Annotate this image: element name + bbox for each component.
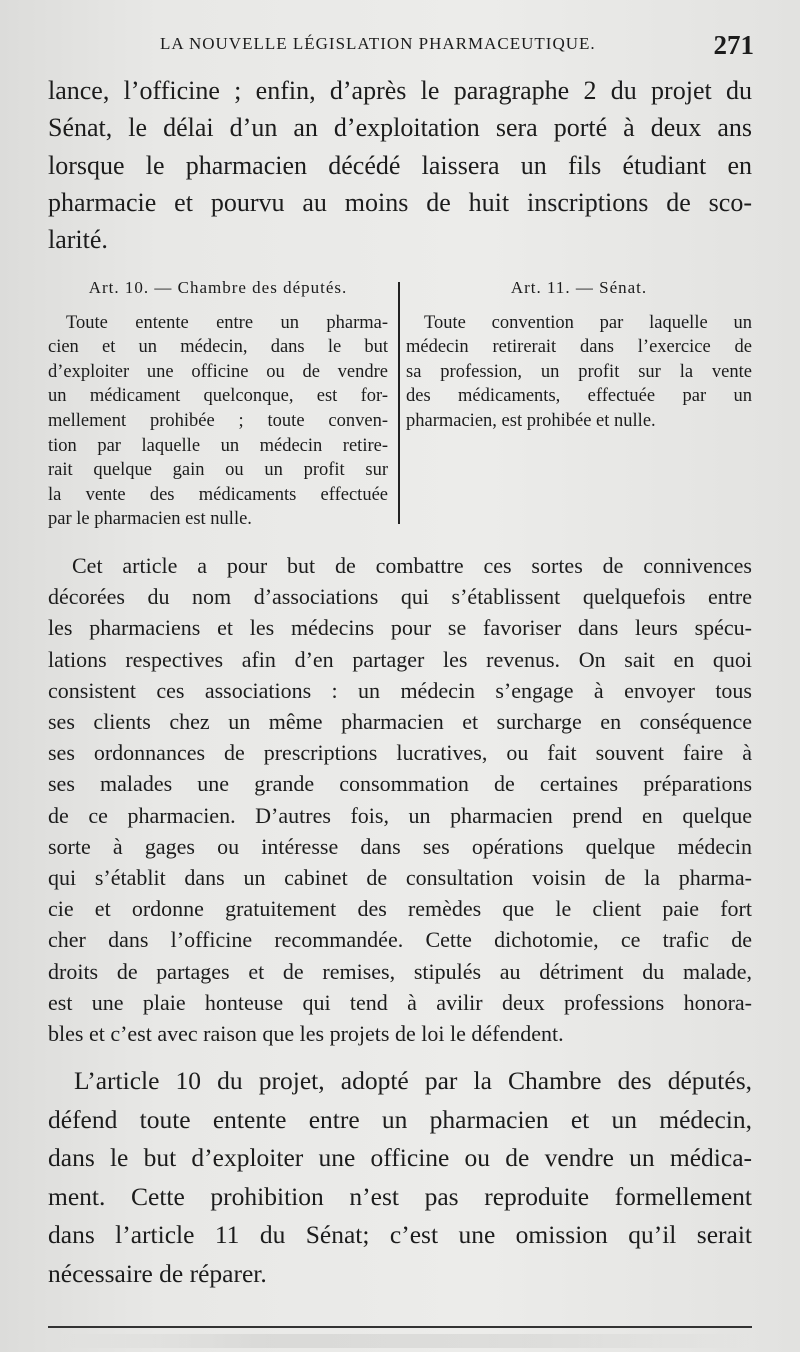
text-line: L’article 10 du projet, adopté par la Chambre des députés, (74, 1066, 752, 1095)
text-line: dans le but d’exploiter une officine ou de vendre un médica- (48, 1143, 752, 1173)
bleed-through-shadow (60, 1334, 750, 1348)
article-11-text (406, 311, 752, 434)
text-line: d’exploiter une officine ou de vendre (48, 361, 388, 382)
text-line: défend toute entente entre un pharmacien et un médecin, (48, 1104, 752, 1134)
text-line: pharmacie et pourvu au moins de huit inscriptions de sco- (48, 187, 752, 217)
text-line: Toute entente entre un pharma- (66, 312, 388, 333)
text-line: Toute convention par laquelle un (424, 312, 752, 333)
text-line: qui s’établit dans un cabinet de consultation voisin de la pharma- (48, 865, 752, 891)
text-line: un médicament quelconque, est for- (48, 386, 388, 407)
text-line: ses malades une grande consommation de certaines préparations (48, 771, 752, 797)
text-line: larité. (48, 225, 108, 255)
page-number: 271 (713, 30, 754, 60)
text-line: nécessaire de réparer. (48, 1258, 267, 1288)
text-line: cie et ordonne gratuitement des remèdes que le client paie fort (48, 896, 752, 922)
text-line: lations respectives afin d’en partager les revenus. On sait en quoi (48, 646, 752, 672)
text-line: sorte à gages ou intéresse dans ses opérations quelque médecin (48, 833, 752, 859)
article-10-heading: Art. 10. — Chambre des députés. (88, 278, 348, 297)
text-line: lorsque le pharmacien décédé laissera un fils étudiant en (48, 150, 752, 180)
text-line: est une plaie honteuse qui tend à avilir deux professions honora- (48, 989, 752, 1015)
text-line: décorées du nom d’associations qui s’établissent quelquefois entre (48, 584, 752, 610)
text-line: ment. Cette prohibition n’est pas reproduite formellement (48, 1181, 752, 1211)
text-line: droits de partages et de remises, stipulés au détriment du malade, (48, 958, 752, 984)
text-line: les pharmaciens et les médecins pour se favoriser dans leurs spécu- (48, 615, 752, 641)
text-line: de ce pharmacien. D’autres fois, un pharmacien prend en quelque (48, 802, 752, 828)
text-line: lance, l’officine ; enfin, d’après le paragraphe 2 du projet du (48, 76, 752, 105)
text-line: Sénat, le délai d’un an d’exploitation sera porté à deux ans (48, 113, 752, 143)
text-line: la vente des médicaments effectuée (48, 484, 388, 505)
text-line: sa profession, un profit sur la vente (406, 361, 752, 382)
paragraph-conclusion (48, 1062, 752, 1294)
article-10-text (48, 311, 388, 532)
text-line: tion par laquelle un médecin retire- (48, 435, 388, 456)
text-line: rait quelque gain ou un profit sur (48, 460, 388, 481)
text-line: Cet article a pour but de combattre ces sortes de connivences (72, 553, 752, 578)
bottom-rule (48, 1326, 752, 1328)
article-11-column (406, 276, 752, 434)
text-line: consistent ces associations : un médecin s’engage à envoyer tous (48, 677, 752, 703)
text-line: bles et c’est avec raison que les projets de loi le défendent. (48, 1021, 564, 1047)
text-line: cher dans l’officine recommandée. Cette dichotomie, ce trafic de (48, 927, 752, 953)
article-11-heading: Art. 11. — Sénat. (510, 278, 648, 297)
column-divider (398, 282, 400, 524)
text-line: ses ordonnances de prescriptions lucratives, ou fait souvent faire à (48, 740, 752, 766)
running-title: LA NOUVELLE LÉGISLATION PHARMACEUTIQUE. (160, 34, 596, 53)
text-line: des médicaments, effectuée par un (406, 386, 752, 407)
text-line: cien et un médecin, dans le but (48, 337, 388, 358)
text-line: ses clients chez un même pharmacien et surcharge en conséquence (48, 709, 752, 735)
text-line: pharmacien, est prohibée et nulle. (406, 410, 656, 431)
paragraph-commentary (48, 550, 752, 1049)
article-10-column (48, 276, 388, 532)
text-line: mellement prohibée ; toute conven- (48, 410, 388, 431)
paragraph-continuation (48, 72, 752, 258)
text-line: dans l’article 11 du Sénat; c’est une omission qu’il serait (48, 1220, 752, 1250)
text-line: médecin retirerait dans l’exercice de (406, 337, 752, 358)
text-line: par le pharmacien est nulle. (48, 509, 252, 530)
